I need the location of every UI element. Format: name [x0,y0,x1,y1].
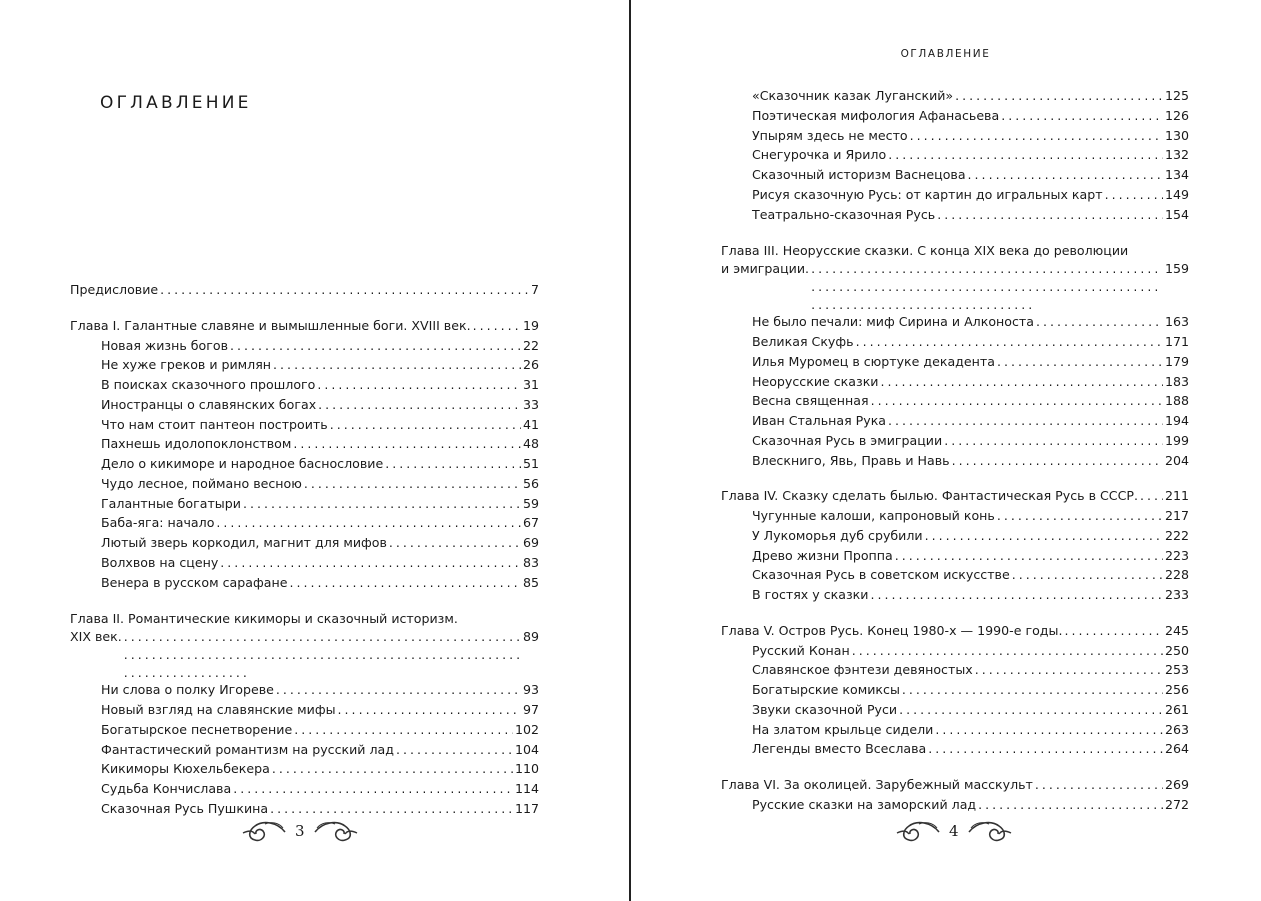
toc-chapter-entry [70,610,539,682]
leader-dots [276,682,521,697]
page-number: 4 [949,822,959,840]
leader-dots [937,207,1163,222]
toc-section-entry [721,108,1189,128]
toc-section-entry [70,377,539,397]
toc-page-number: 163 [1164,314,1189,330]
toc-entry-title: Новая жизнь богов [101,337,228,353]
toc-entry-title: Волхвов на сцену [101,554,219,570]
toc-page-number: 179 [1164,353,1189,369]
toc-chapter-entry [70,318,539,338]
toc-entry-title: Глава III. Неорусские сказки. С конца XIX века до революции [721,243,1129,259]
toc-page-number: 228 [1164,567,1189,583]
toc-entry-title: Глава VI. За околицей. Зарубежный масскульт [721,777,1033,792]
toc-entry-title: Снегурочка и Ярило [752,147,887,163]
leader-dots [955,88,1163,103]
section-gap [721,761,1189,777]
toc-entry-title: Легенды вместо Всеслава [752,741,927,757]
leader-dots [273,357,521,372]
leader-dots [1001,108,1163,123]
leader-dots [1036,314,1163,329]
toc-entry-title: Влескниго, Явь, Правь и Навь [752,452,950,468]
toc-entry-title: Русский Конан [752,642,850,658]
toc-section-entry [721,567,1189,587]
toc-entry-title: Пахнешь идолопоклонством [101,436,292,452]
leader-dots [289,575,521,590]
toc-entry-title: Иван Стальная Рука [752,413,887,428]
toc-page-number: 85 [522,574,539,590]
toc-section-entry [70,436,539,456]
toc-page-number: 117 [514,800,539,816]
toc-entry-title: Сказочная Русь Пушкина [101,800,269,816]
folio-left [241,818,359,844]
toc-entry-title: У Лукоморья дуб срубили [752,527,923,543]
toc-entry-title: Богатырские комиксы [752,682,900,697]
toc-section-entry [721,587,1189,607]
leader-dots [385,456,521,471]
toc-entry-title: Сказочная Русь в эмиграции [752,432,943,448]
leader-dots [928,741,1163,756]
section-gap [70,302,539,318]
toc-left [70,282,539,821]
toc-section-entry [70,682,539,702]
toc-entry-title: Глава IV. Сказку сделать былью. Фантастическая Русь в СССР. [721,488,1138,504]
toc-section-entry [721,413,1189,433]
leader-dots [881,374,1163,389]
toc-page-number: 26 [522,357,539,373]
leader-dots [952,453,1163,468]
toc-entry-title-cont: и эмиграции. [721,261,810,277]
toc-entry-title: Славянское фэнтези девяностых [752,662,973,678]
leader-dots [318,397,521,412]
toc-page-number: 19 [522,317,539,333]
leader-dots [1012,567,1163,582]
toc-page-number: 22 [522,337,539,353]
toc-page-number: 204 [1164,452,1189,468]
ornament-icon [895,818,941,844]
toc-section-entry [721,187,1189,207]
toc-page-number: 132 [1164,147,1189,163]
folio-right [895,818,1013,844]
toc-entry-title: Предисловие [70,282,159,297]
leader-dots [935,722,1163,737]
toc-entry-line [70,628,539,682]
toc-page-number: 110 [514,761,539,777]
toc-entry-title: На златом крыльце сидели [752,721,934,737]
leader-dots [1035,777,1163,792]
leader-dots [233,781,513,796]
toc-section-entry [70,742,539,762]
toc-entry-title: Дело о кикиморе и народное баснословие [101,456,384,471]
toc-section-entry [721,167,1189,187]
toc-page-number: 67 [522,515,539,531]
toc-entry-title: Судьба Кончислава [101,781,232,796]
toc-entry-title: Глава I. Галантные славяне и вымышленные боги. XVIII век. [70,317,471,333]
toc-page-number: 7 [530,282,539,297]
toc-entry-title: Иностранцы о славянских богах [101,396,317,412]
leader-dots [888,413,1163,428]
toc-page-number: 272 [1164,796,1189,812]
toc-page-number: 199 [1164,432,1189,448]
toc-section-entry [721,548,1189,568]
toc-page-number: 264 [1164,741,1189,757]
toc-page-number: 253 [1164,662,1189,678]
toc-page-number: 41 [522,416,539,432]
page-number: 3 [295,822,305,840]
toc-chapter-entry [721,777,1189,797]
toc-entry-title: Театрально-сказочная Русь [752,206,936,222]
toc-entry-title: Неорусские сказки [752,373,879,389]
toc-entry-title: Поэтическая мифология Афанасьева [752,107,1000,123]
toc-page-number: 104 [514,741,539,757]
toc-page-number: 159 [1164,261,1189,277]
toc-entry-title: Рисуя сказочную Русь: от картин до игральных карт [752,186,1103,202]
leader-dots [473,318,521,333]
toc-chapter-entry [721,623,1189,643]
toc-entry-title: Богатырское песнетворение [101,721,293,737]
leader-dots [910,128,1163,143]
toc-entry-title: Великая Скуфь [752,334,854,349]
toc-entry-title: Фантастический романтизм на русский лад [101,741,394,757]
toc-page-number: 48 [522,436,539,452]
leader-dots [317,377,521,392]
leader-dots [270,801,513,816]
toc-entry-title: Древо жизни Проппа [752,547,893,563]
toc-section-entry [70,476,539,496]
toc-page-number: 130 [1164,127,1189,143]
leader-dots [272,761,513,776]
leader-dots [160,282,529,297]
toc-page-number: 263 [1164,721,1189,737]
toc-page-number: 245 [1164,622,1189,638]
toc-right [721,88,1189,817]
section-gap [721,472,1189,488]
toc-section-entry [721,508,1189,528]
toc-chapter-entry [721,488,1189,508]
toc-page-number: 149 [1164,186,1189,202]
toc-page-number: 171 [1164,334,1189,349]
ornament-icon [313,818,359,844]
leader-dots [243,496,521,511]
toc-chapter-entry [721,242,1189,314]
leader-dots [902,682,1163,697]
leader-dots [895,548,1163,563]
toc-section-entry [721,682,1189,702]
toc-section-entry [721,741,1189,761]
toc-entry-title: Сказочная Русь в советском искусстве [752,567,1010,583]
section-gap [721,226,1189,242]
toc-page-number: 217 [1164,508,1189,523]
toc-section-entry [70,722,539,742]
leader-dots [925,528,1163,543]
toc-entry-title: Не хуже греков и римлян [101,357,272,373]
toc-page-number: 222 [1164,527,1189,543]
leader-dots [330,417,521,432]
toc-section-entry [70,397,539,417]
leader-dots [338,702,521,717]
toc-page-number: 154 [1164,206,1189,222]
toc-entry-title: Глава V. Остров Русь. Конец 1980-х — 1990-е годы. [721,622,1063,638]
toc-entry-title: Галантные богатыри [101,495,241,511]
leader-dots [216,515,521,530]
toc-page-number: 51 [522,456,539,471]
toc-section-entry [70,781,539,801]
toc-section-entry [721,453,1189,473]
toc-section-entry [721,314,1189,334]
leader-dots [293,436,521,451]
leader-dots [968,167,1163,182]
toc-section-entry [721,643,1189,663]
leader-dots [1105,187,1163,202]
toc-entry-title: Что нам стоит пантеон построить [101,416,328,432]
toc-page-number: 56 [522,475,539,491]
toc-entry-title: «Сказочник казак Луганский» [752,88,954,103]
toc-page-number: 183 [1164,373,1189,389]
toc-page-number: 33 [522,396,539,412]
toc-section-entry [721,433,1189,453]
toc-page-number: 93 [522,682,539,698]
leader-dots [888,147,1163,162]
toc-entry-title-cont: XIX век. [70,629,122,645]
toc-section-entry [70,555,539,575]
leader-dots [1064,623,1162,638]
leader-dots [294,722,513,737]
toc-entry-title: Русские сказки на заморский лад [752,796,977,812]
toc-section-entry [721,334,1189,354]
section-gap [721,607,1189,623]
toc-entry-title: Весна священная [752,393,869,409]
toc-entry-title: Не было печали: миф Сирина и Алконоста [752,314,1034,330]
leader-dots [870,587,1163,602]
toc-entry-title: В поисках сказочного прошлого [101,377,316,392]
toc-section-entry [721,354,1189,374]
toc-page-number: 211 [1164,488,1189,504]
book-spine [629,0,631,901]
leader-dots [975,662,1163,677]
toc-entry-title: Баба-яга: начало [101,515,215,531]
leader-dots [852,643,1163,658]
toc-entry-title: Упырям здесь не место [752,127,908,143]
toc-section-entry [70,357,539,377]
leader-dots [899,702,1163,717]
toc-page-number: 256 [1164,682,1189,697]
toc-entry-title: Илья Муромец в сюртуке декадента [752,353,995,369]
toc-page-number: 114 [514,781,539,796]
toc-page-number: 269 [1164,777,1189,792]
toc-chapter-entry [70,282,539,302]
leader-dots [1140,488,1163,503]
toc-page-number: 126 [1164,107,1189,123]
toc-entry-title: Венера в русском сарафане [101,574,288,590]
ornament-icon [967,818,1013,844]
toc-section-entry [721,207,1189,227]
toc-page-number: 125 [1164,88,1189,103]
toc-section-entry [721,393,1189,413]
toc-section-entry [70,456,539,476]
leader-dots [944,433,1163,448]
toc-section-entry [70,496,539,516]
toc-page-number: 69 [522,535,539,550]
toc-page-number: 31 [522,377,539,392]
toc-entry-title: Глава II. Романтические кикиморы и сказочный историзм. [70,611,458,627]
leader-dots [389,535,521,550]
toc-page-number: 233 [1164,587,1189,602]
toc-section-entry [70,761,539,781]
toc-page-number: 188 [1164,393,1189,409]
leader-dots [124,628,521,682]
section-gap [70,594,539,610]
toc-section-entry [721,88,1189,108]
toc-section-entry [70,338,539,358]
toc-section-entry [70,535,539,555]
leader-dots [230,338,521,353]
toc-page-number: 59 [522,495,539,511]
toc-section-entry [721,147,1189,167]
toc-section-entry [721,702,1189,722]
toc-section-entry [70,575,539,595]
leader-dots [997,354,1163,369]
toc-entry-title: Чудо лесное, поймано весною [101,475,302,491]
toc-section-entry [721,722,1189,742]
toc-entry-title: Сказочный историзм Васнецова [752,167,966,182]
leader-dots [856,334,1163,349]
toc-section-entry [721,662,1189,682]
leader-dots [978,797,1163,812]
page-title: ОГЛАВЛЕНИЕ [100,93,252,113]
toc-section-entry [70,702,539,722]
toc-entry-title: Ни слова о полку Игореве [101,682,274,698]
running-head: ОГЛАВЛЕНИЕ [900,48,991,60]
toc-entry-title: Звуки сказочной Руси [752,701,898,717]
toc-page-number: 250 [1164,642,1189,658]
toc-section-entry [721,528,1189,548]
toc-entry-title: Кикиморы Кюхельбекера [101,761,270,777]
leader-dots [871,393,1163,408]
toc-page-number: 134 [1164,167,1189,182]
toc-page-number: 261 [1164,701,1189,717]
toc-entry-title: Новый взгляд на славянские мифы [101,702,336,717]
leader-dots [811,260,1163,314]
leader-dots [304,476,521,491]
ornament-icon [241,818,287,844]
toc-page-number: 83 [522,554,539,570]
toc-page-number: 194 [1164,413,1189,428]
toc-section-entry [70,417,539,437]
leader-dots [997,508,1163,523]
toc-entry-title: Чугунные калоши, капроновый конь [752,508,995,523]
toc-section-entry [70,515,539,535]
toc-section-entry [721,128,1189,148]
toc-page-number: 97 [522,702,539,717]
leader-dots [396,742,513,757]
toc-section-entry [721,374,1189,394]
toc-entry-title: Лютый зверь коркодил, магнит для мифов [101,535,387,550]
toc-page-number: 89 [522,629,539,645]
leader-dots [220,555,521,570]
toc-section-entry [721,797,1189,817]
toc-entry-line [721,260,1189,314]
toc-entry-title: В гостях у сказки [752,587,869,602]
toc-page-number: 102 [514,721,539,737]
toc-page-number: 223 [1164,547,1189,563]
